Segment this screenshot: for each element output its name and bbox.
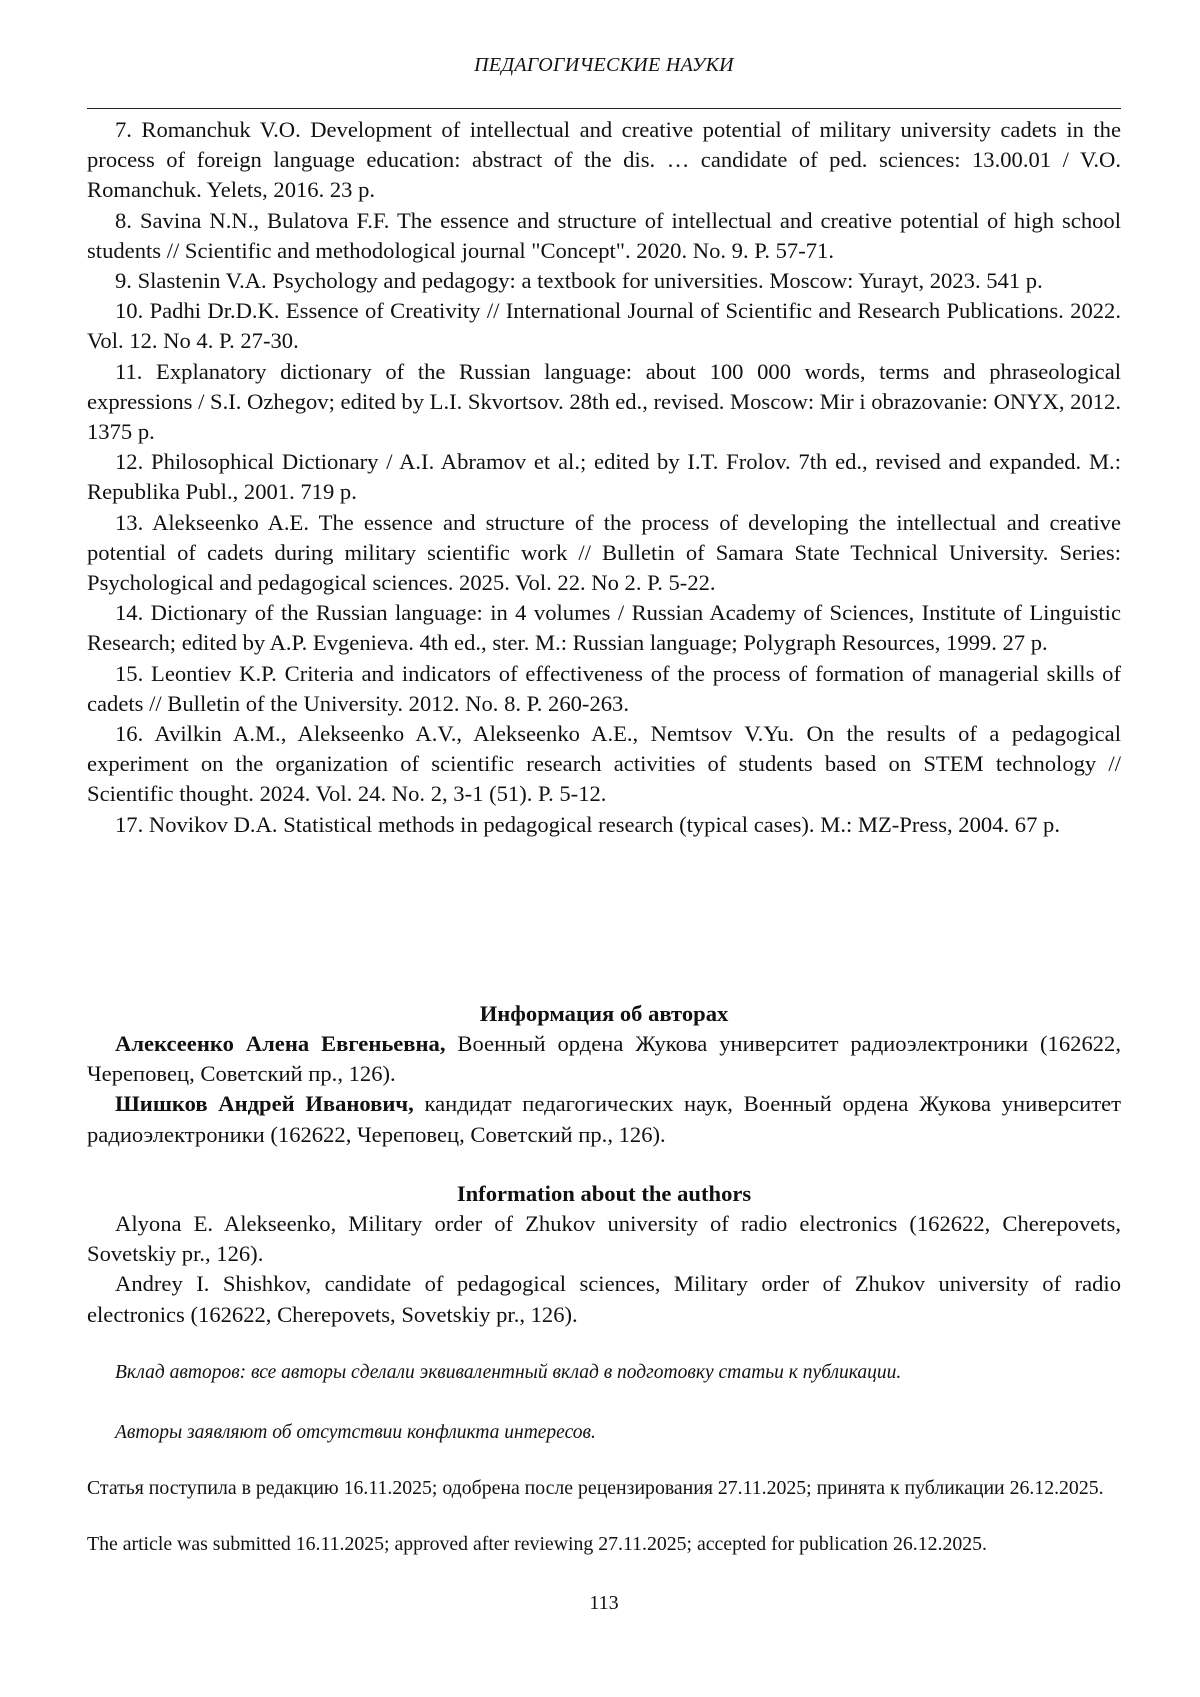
authors-ru-block [87,1029,1121,1150]
header-rule [87,108,1121,109]
running-header: ПЕДАГОГИЧЕСКИЕ НАУКИ [474,54,734,76]
author-ru-name: Алексеенко Алена Евгеньевна, [115,1031,446,1056]
page-number: 113 [589,1592,619,1614]
author-ru-entry [87,1029,1121,1089]
reference-item: 9. Slastenin V.A. Psychology and pedagogy: a textbook for universities. Moscow: Yurayt, 2023. 541 p. [115,268,1043,294]
reference-item: 8. Savina N.N., Bulatova F.F. The essence and structure of intellectual and creative potential of high school students // Scientific and methodological journal "Concept". 2020. No. 9. P. 57-71. [87,207,1121,263]
author-ru-affiliation: кандидат педагогических наук, Военный ордена Жукова университет радиоэлектроники (162622, Череповец, Советский пр., 126). [87,1091,1121,1147]
reference-list [87,115,1121,840]
author-ru-entry [87,1089,1121,1149]
author-ru-name: Шишков Андрей Иванович, [115,1091,414,1117]
reference-item: 14. Dictionary of the Russian language: in 4 volumes / Russian Academy of Sciences, Institute of Linguistic Research; edited by A.P. Evgenieva. 4th ed., ster. M.: Russian language; Polygraph Resources, 1999. 27 p. [87,600,1121,656]
authors-en-title: Information about the authors [456,1181,752,1206]
author-en-entry: Alyona E. Alekseenko, Military order of Zhukov university of radio electronics (162622, Cherepovets, Sovetskiy pr., 126). [87,1211,1121,1267]
reference-item: 15. Leontiev K.P. Criteria and indicators of effectiveness of the process of formation of managerial skills of cadets // Bulletin of the University. 2012. No. 8. P. 260-263. [87,660,1121,716]
author-ru-affiliation: Военный ордена Жукова университет радиоэлектроники (162622, Череповец, Советский пр., 126). [87,1031,1121,1087]
authors-en-block [87,1209,1121,1330]
authors-ru-title: Информация об авторах [479,1001,729,1026]
reference-item: 17. Novikov D.A. Statistical methods in pedagogical research (typical cases). M.: MZ-Press, 2004. 67 p. [115,811,1060,837]
contribution-note: Вклад авторов: все авторы сделали эквивалентный вклад в подготовку статьи к публикации. [115,1362,902,1383]
reference-item: 16. Avilkin A.M., Alekseenko A.V., Alekseenko A.E., Nemtsov V.Yu. On the results of a pedagogical experiment on the organization of scientific research activities of students based on STEM technology // Scientific thought. 2024. Vol. 24. No. 2, 3-1 (51). P. 5-12. [87,721,1121,807]
reference-item: 11. Explanatory dictionary of the Russian language: about 100 000 words, terms and phraseological expressions / S.I. Ozhegov; edited by L.I. Skvortsov. 28th ed., revised. Moscow: Mir i obrazovanie: ONYX, 2012. 1375 p. [87,358,1121,445]
dates-ru: Статья поступила в редакцию 16.11.2025; одобрена после рецензирования 27.11.2025; принята к публикации 26.12.2025. [87,1477,1104,1499]
dates-en: The article was submitted 16.11.2025; approved after reviewing 27.11.2025; accepted for publication 26.12.2025. [87,1533,987,1555]
reference-item: 7. Romanchuk V.O. Development of intellectual and creative potential of military university cadets in the process of foreign language education: abstract of the dis. … candidate of ped. sciences: 13.00.01 / V.O. Romanchuk. Yelets, 2016. 23 p. [87,117,1121,203]
reference-item: 13. Alekseenko A.E. The essence and structure of the process of developing the intellectual and creative potential of cadets during military scientific work // Bulletin of Samara State Technical University. Series: Psychological and pedagogical sciences. 2025. Vol. 22. No 2. P. 5-22. [87,509,1121,596]
author-en-entry: Andrey I. Shishkov, candidate of pedagogical sciences, Military order of Zhukov university of radio electronics (162622, Cherepovets, Sovetskiy pr., 126). [87,1271,1121,1327]
conflict-note: Авторы заявляют об отсутствии конфликта интересов. [115,1422,596,1443]
reference-item: 12. Philosophical Dictionary / A.I. Abramov et al.; edited by I.T. Frolov. 7th ed., revised and expanded. M.: Republika Publ., 2001. 719 p. [87,449,1121,505]
reference-item: 10. Padhi Dr.D.K. Essence of Creativity // International Journal of Scientific and Research Publications. 2022. Vol. 12. No 4. P. 27-30. [87,298,1121,354]
